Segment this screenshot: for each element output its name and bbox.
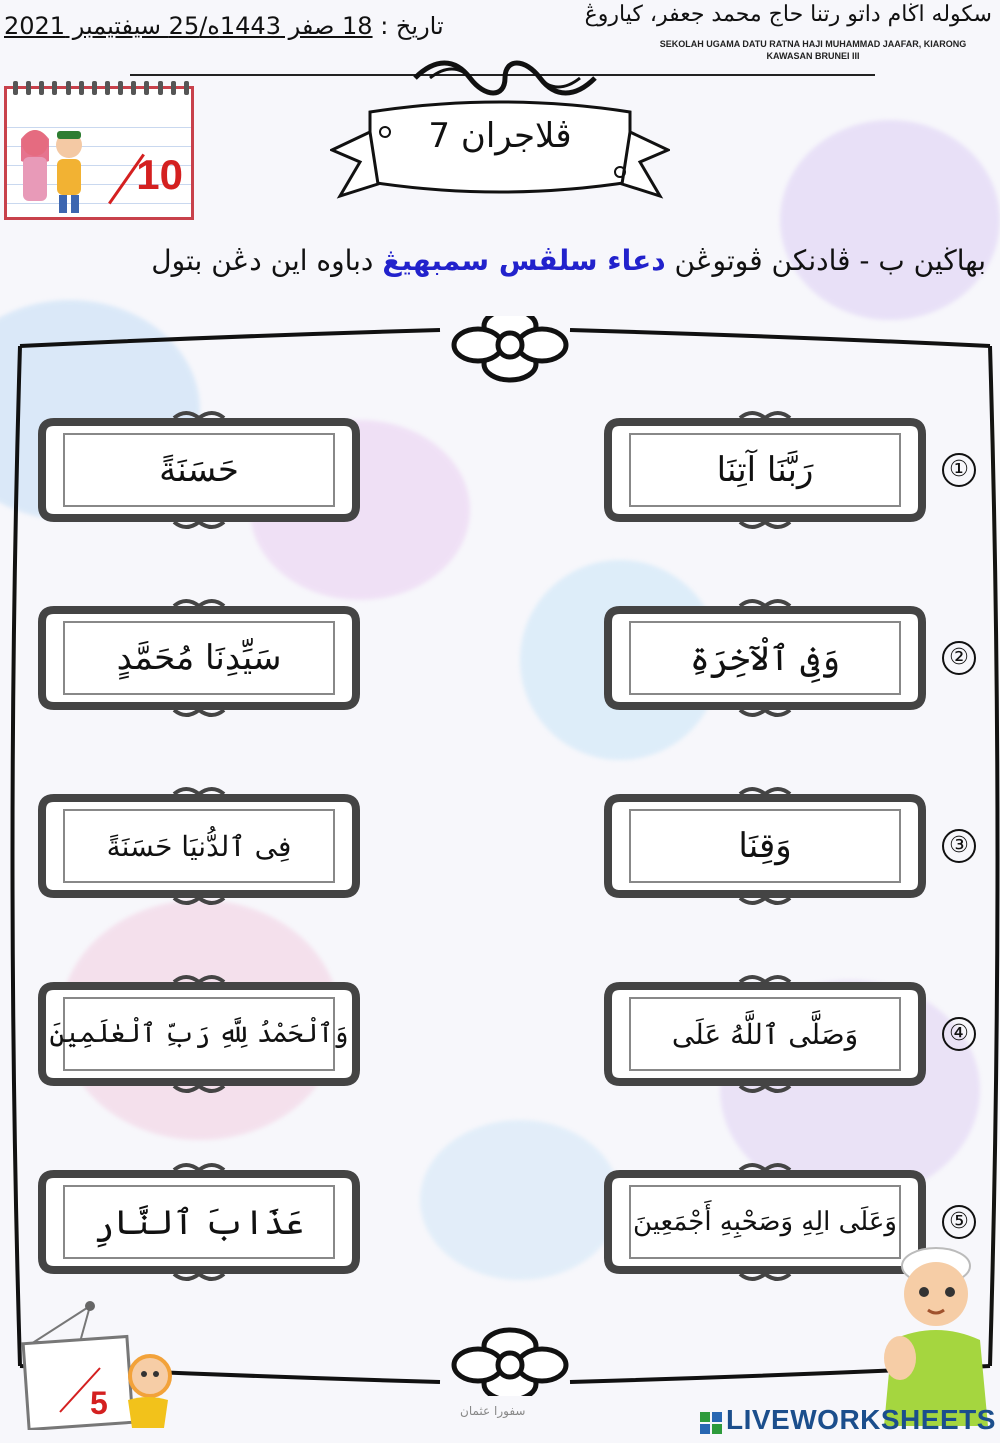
praying-boy-illustration (870, 1230, 996, 1430)
author-credit: سفورا عثمان (460, 1404, 526, 1418)
card-text: سَيِّدِنَا مُحَمَّدٍ (116, 638, 282, 678)
instruction-part-1: بهاڬين ب - ڤادنكن ڤوتوڠن (674, 244, 986, 277)
score-pad (4, 86, 194, 220)
card-text: فِى ٱلدُّنيَا حَسَنَةً (106, 829, 292, 863)
bottom-score: 5 (90, 1385, 108, 1421)
flower-ornament-bottom (454, 1330, 566, 1396)
card-text: وَصَلَّى ٱللَّهُ عَلَى (671, 1017, 859, 1051)
liveworksheets-logo-icon (700, 1412, 724, 1436)
card-text: حَسَنَةً (159, 450, 239, 490)
page-title: ڤلاجران 7 (428, 116, 572, 156)
school-name-line-1: SEKOLAH UGAMA DATU RATNA HAJI MUHAMMAD JAAFAR, KIARONG (659, 39, 967, 49)
date-label: تاريخ : (380, 12, 444, 40)
right-card-3[interactable] (600, 786, 930, 906)
item-number: ③ (942, 829, 976, 863)
item-number: ⑤ (942, 1205, 976, 1239)
item-number: ④ (942, 1017, 976, 1051)
left-card-4[interactable] (34, 974, 364, 1094)
girl-peeking-illustration (118, 1350, 174, 1430)
date-value: 18 صفر 1443ه/25 سيفتيمبر 2021 (4, 12, 373, 40)
card-text: عَذَابَ ٱلنَّارِ (93, 1202, 305, 1243)
card-text: وَعَلَى الِهِ وَصَحْبِهِ أَجْمَعِينَ (633, 1207, 897, 1237)
flower-ornament-top (454, 316, 566, 380)
school-name-line-2: KAWASAN BRUNEI III (766, 51, 860, 61)
spiral-rings (13, 81, 189, 93)
card-text: وَفِى ٱلْآخِرَةِ (689, 638, 841, 679)
left-card-1[interactable] (34, 410, 364, 530)
card-text: رَبَّنَا آتِنَا (716, 450, 814, 490)
date-line (4, 12, 444, 40)
left-card-3[interactable] (34, 786, 364, 906)
score-total: 10 (136, 151, 183, 198)
brand-name: LIVEWORKSHEETS (726, 1404, 996, 1435)
item-number: ② (942, 641, 976, 675)
card-text: وَٱلْحَمْدُ لِلَّهِ رَبِّ ٱلْعٰلَمِينَ (49, 1019, 349, 1049)
right-card-1[interactable] (600, 410, 930, 530)
children-illustration (13, 121, 93, 217)
instruction (151, 244, 986, 277)
instruction-highlight: دعاء سلڤس سمبهيڠ (382, 244, 666, 277)
item-number: ① (942, 453, 976, 487)
card-text: وَقِنَا (738, 826, 792, 866)
left-card-5[interactable] (34, 1162, 364, 1282)
instruction-part-2: دباوه اين دڠن بتول (151, 244, 374, 277)
school-name-jawi: سکوله اڬام داتو رتنا حاج محمد جعفر، کياروڠ (584, 2, 992, 27)
left-card-2[interactable] (34, 598, 364, 718)
background-blob (780, 120, 1000, 320)
school-name-latin (638, 38, 988, 62)
right-card-2[interactable] (600, 598, 930, 718)
right-card-4[interactable] (600, 974, 930, 1094)
